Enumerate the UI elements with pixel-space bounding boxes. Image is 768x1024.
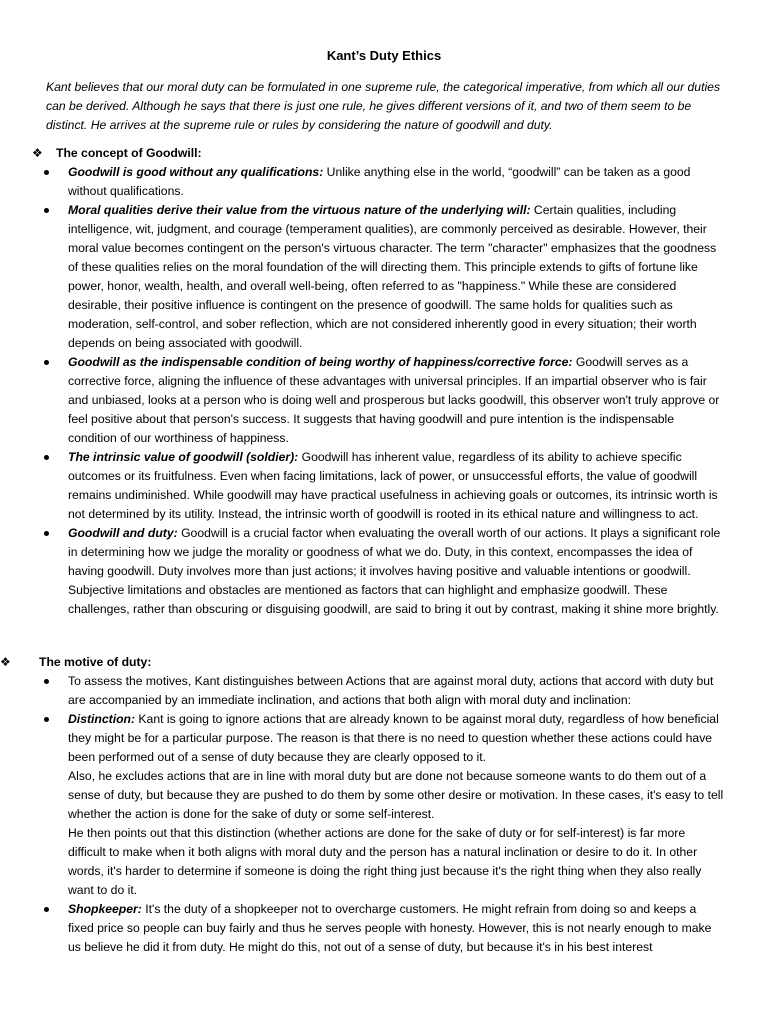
item-lead: Moral qualities derive their value from the virtuous nature of the underlying will:: [68, 203, 531, 217]
item-text: Kant is going to ignore actions that are already known to be against moral duty, regardless of how beneficial they might be for a particular purpose. The reason is that there is no need to question whether these actions could have been performed out of a sense of duty because they are clearly opposed to it.: [68, 712, 719, 764]
item-paragraph: Also, he excludes actions that are in line with moral duty but are done not because someone wants to do them out of a sense of duty, but because they are pushed to do them by some other desire or motivation. In these cases, it's easy to tell whether the action is done for the sake of duty or some self-interest.: [68, 769, 724, 821]
item-text: Goodwill has inherent value, regardless of its ability to achieve specific outcomes or its fruitfulness. Even when facing limitations, lack of power, or unsuccessful efforts, the value of goodwill remains undiminished. While goodwill may have practical usefulness in achieving goals or outcomes, its intrinsic worth is not determined by its utility. Instead, the intrinsic worth of goodwill is rooted in its ethical nature and willingness to act.: [68, 450, 718, 521]
item-text: It's the duty of a shopkeeper not to overcharge customers. He might refrain from doing so and keeps a fixed price so people can buy fairly and thus he serves people with honesty. However, this is not nearly enough to make us believe he did it from duty. He might do this, not out of a sense of duty, but because it's in his best interest: [68, 902, 712, 954]
list-item: [68, 672, 724, 710]
item-lead: Goodwill and duty:: [68, 526, 178, 540]
item-text: Goodwill is a crucial factor when evaluating the overall worth of our actions. It plays a significant role in determining how we judge the morality or goodness of what we do. Duty, in this context, encompasses the idea of having goodwill. Duty involves more than just actions; it involves having positive and valuable intentions or goodwill. Subjective limitations and obstacles are mentioned as factors that can highlight and emphasize goodwill. These challenges, rather than obscuring or disguising goodwill, are said to bring it out by contrast, making it shine more brightly.: [68, 526, 721, 616]
document-title: Kant’s Duty Ethics: [326, 48, 442, 63]
goodwill-list: [68, 163, 724, 619]
item-text: To assess the motives, Kant distinguishes between Actions that are against moral duty, actions that accord with duty but are accompanied by an immediate inclination, and actions that both align with moral duty and inclination:: [68, 674, 714, 707]
list-item: [68, 710, 724, 900]
item-lead: The intrinsic value of goodwill (soldier):: [68, 450, 299, 464]
diamond-bullet-icon: ❖: [32, 146, 43, 160]
bullet-icon: [44, 360, 49, 365]
item-lead: Shopkeeper:: [68, 902, 142, 916]
bullet-icon: [44, 170, 49, 175]
motive-list: [68, 672, 724, 957]
bullet-icon: [44, 531, 49, 536]
list-item: [68, 524, 724, 619]
item-text: Goodwill serves as a corrective force, aligning the influence of these advantages with universal principles. If an impartial observer who is fair and unbiased, looks at a person who is doing well and prosperous but lacks goodwill, this observer won't truly approve or feel positive about that person's success. It suggests that having goodwill and pure intention is the indispensable condition of our worthiness of happiness.: [68, 355, 720, 445]
bullet-icon: [44, 717, 49, 722]
item-lead: Distinction:: [68, 712, 136, 726]
item-lead: Goodwill is good without any qualifications:: [68, 165, 324, 179]
item-lead: Goodwill as the indispensable condition of being worthy of happiness/corrective force:: [68, 355, 573, 369]
list-item: [68, 353, 724, 448]
bullet-icon: [44, 208, 49, 213]
list-item: [68, 448, 724, 524]
section-heading-motive: The motive of duty:: [39, 655, 152, 669]
item-text: Certain qualities, including intelligence, wit, judgment, and courage (temperament qualities), are commonly perceived as desirable. However, their moral value becomes contingent on the person's virtuous character. The term "character" emphasizes that the goodness of these qualities relies on the moral foundation of the will directing them. This principle extends to gifts of fortune like power, honor, wealth, health, and overall well-being, often referred to as "happiness." While these are considered desirable, their positive influence is contingent on the presence of goodwill. The same holds for qualities such as moderation, self-control, and sober reflection, which are not considered inherently good in every situation; their worth depends on being associated with goodwill.: [68, 203, 717, 350]
diamond-bullet-icon: ❖: [0, 655, 11, 669]
list-item: [68, 900, 724, 957]
item-text: Unlike anything else in the world, “goodwill” can be taken as a good without qualifications.: [68, 165, 691, 198]
intro-paragraph: Kant believes that our moral duty can be formulated in one supreme rule, the categorical imperative, from which all our duties can be derived. Although he says that there is just one rule, he gives different versions of it, and two of them seem to be distinct. He arrives at the supreme rule or rules by considering the nature of goodwill and duty.: [46, 80, 721, 132]
bullet-icon: [44, 455, 49, 460]
section-heading-goodwill: The concept of Goodwill:: [56, 146, 202, 160]
item-paragraph: He then points out that this distinction (whether actions are done for the sake of duty or for self-interest) is far more difficult to make when it both aligns with moral duty and the person has a natural inclination or desire to do it. In other words, it's harder to determine if someone is doing the right thing just because it's the right thing when they also really want to do it.: [68, 826, 702, 897]
list-item: [68, 163, 724, 201]
bullet-icon: [44, 679, 49, 684]
bullet-icon: [44, 907, 49, 912]
list-item: [68, 201, 724, 353]
